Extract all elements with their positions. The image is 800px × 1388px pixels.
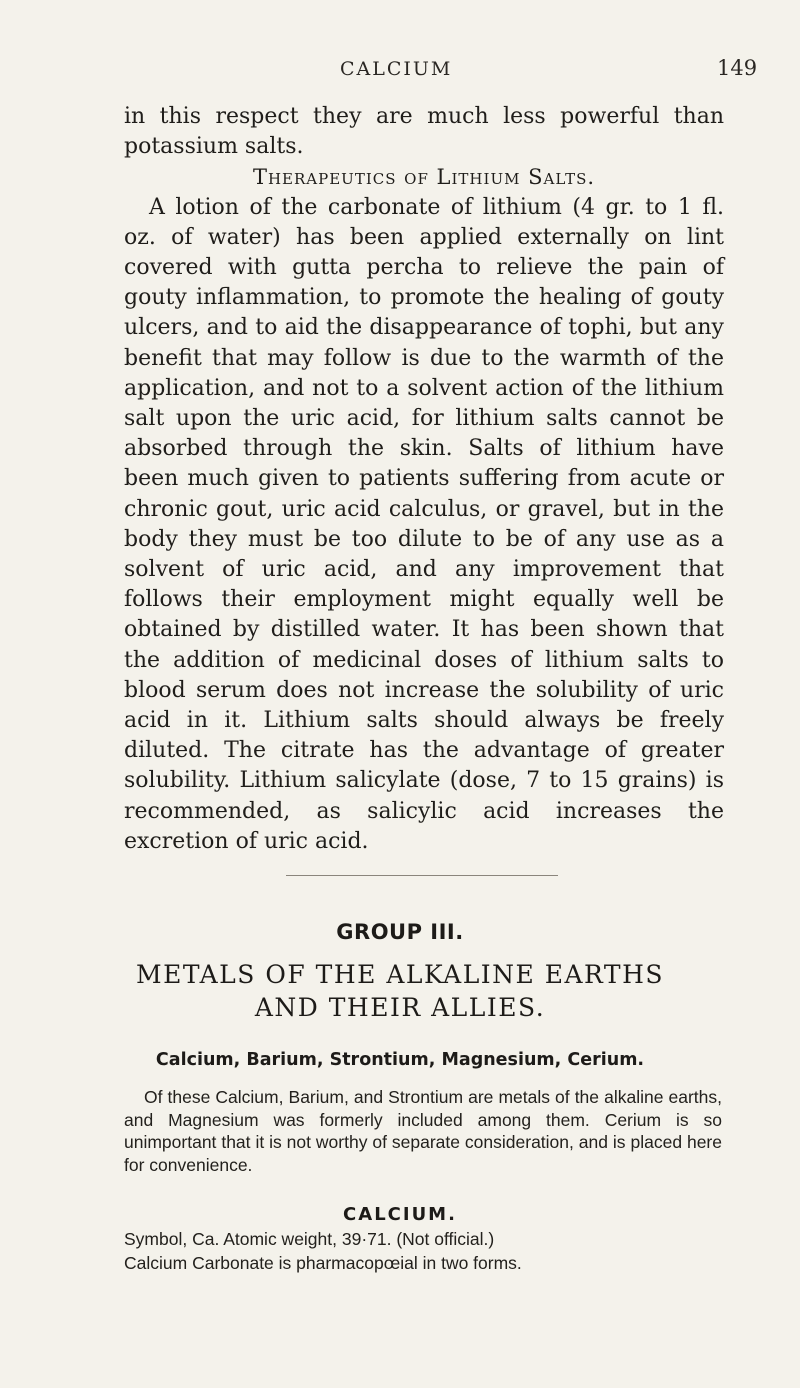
section-divider [286,875,558,876]
main-text-block [124,102,724,857]
calcium-heading: CALCIUM. [343,1204,457,1225]
group-elements-list: Calcium, Barium, Strontium, Magnesium, Cerium. [155,1050,645,1070]
page-number: 149 [717,56,758,80]
opening-paragraph: in this respect they are much less powerful than potassium salts. [124,104,724,160]
group-title-line-2: AND THEIR ALLIES. [254,993,546,1022]
therapeutics-paragraph: A lotion of the carbonate of lithium (4 gr. to 1 fl. oz. of water) has been applied externally on lint covered with gutta percha to relieve the pain of gouty inflammation, to promote the healing of gouty ulcers, and to aid the disappearance of tophi, but any benefit that may follow is due to the warmth of the application, and not to a solvent action of the lithium salt upon the uric acid, for lithium salts cannot be absorbed through the skin. Salts of lithium have been much given to patients suffering from acute or chronic gout, uric acid calculus, or gravel, but in the body they must be too dilute to be of any use as a solvent of uric acid, and any improvement that follows their employment might equally well be obtained by distilled water. It has been shown that the addition of medicinal doses of lithium salts to blood serum does not increase the solubility of uric acid in it. Lithium salts should always be freely diluted. The citrate has the advantage of greater solubility. Lithium salicylate (dose, 7 to 15 grains) is recommended, as salicylic acid increases the excretion of uric acid. [124,194,724,854]
running-head: CALCIUM [340,58,453,80]
calcium-carbonate-line: Calcium Carbonate is pharmacopœial in two forms. [124,1252,522,1273]
group-title [0,958,800,1024]
section-title: Therapeutics of Lithium Salts. [252,165,596,190]
calcium-details [124,1228,724,1275]
group-intro-paragraph: Of these Calcium, Barium, and Strontium are metals of the alkaline earths, and Magnesium was formerly included among them. Cerium is so unimportant that it is not worthy of separate consideration, and is placed here for convenience. [124,1087,722,1175]
group-title-line-1: METALS OF THE ALKALINE EARTHS [135,960,665,989]
group-intro [124,1086,722,1176]
calcium-symbol-line: Symbol, Ca. Atomic weight, 39·71. (Not official.) [124,1229,495,1249]
group-heading: GROUP III. [336,920,464,944]
